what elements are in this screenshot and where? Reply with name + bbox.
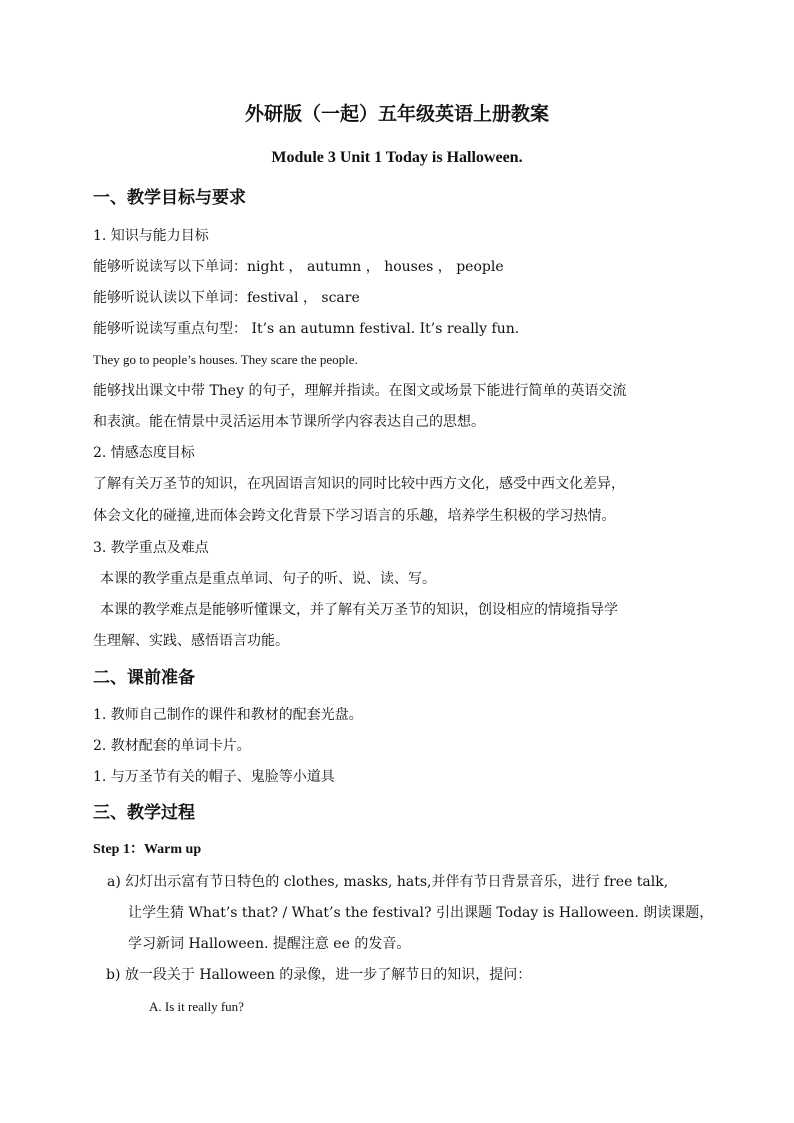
list-item: 1. 教师自己制作的课件和教材的配套光盘。 (93, 707, 363, 723)
step-heading: Step 1：Warm up (93, 842, 202, 857)
paragraph-line: a) 幻灯出示富有节日特色的 clothes, masks, hats,并伴有节日背景音乐，进行 free talk, (107, 874, 669, 890)
document-subtitle: Module 3 Unit 1 Today is Halloween. (271, 149, 523, 166)
paragraph-line: 能够听说读写重点句型： It’s an autumn festival. It’s really fun. (93, 321, 520, 337)
paragraph-line: They go to people’s houses. They scare the people. (93, 352, 358, 367)
section-heading-preparation: 二、课前准备 (93, 668, 195, 688)
section-heading-goals: 一、教学目标与要求 (93, 188, 246, 208)
list-item: 2. 教材配套的单词卡片。 (93, 738, 251, 754)
paragraph-line: 了解有关万圣节的知识，在巩固语言知识的同时比较中西方文化，感受中西文化差异， (93, 476, 625, 492)
section-heading-process: 三、教学过程 (93, 803, 195, 823)
paragraph-line: 和表演。能在情景中灵活运用本节课所学内容表达自己的思想。 (93, 414, 485, 430)
subheading-emotion: 2. 情感态度目标 (93, 445, 195, 461)
paragraph-line: 能够找出课文中带 They 的句子，理解并指读。在图文或场景下能进行简单的英语交流 (93, 383, 627, 399)
paragraph-line: 学习新词 Halloween. 提醒注意 ee 的发音。 (128, 936, 411, 952)
paragraph-line: 能够听说认读以下单词：festival ， scare (93, 290, 360, 306)
subheading-key-points: 3. 教学重点及难点 (93, 540, 209, 556)
sub-item: A. Is it really fun? (149, 999, 244, 1014)
document-title: 外研版（一起）五年级英语上册教案 (244, 103, 549, 125)
list-item: 1. 与万圣节有关的帽子、鬼脸等小道具 (93, 769, 335, 785)
paragraph-line: 让学生猜 What’s that? / What’s the festival? 引出课题 Today is Halloween. 朗读课题， (128, 905, 714, 921)
paragraph-line: 本课的教学重点是重点单词、句子的听、说、读、写。 (100, 571, 436, 587)
paragraph-line: 体会文化的碰撞,进而体会跨文化背景下学习语言的乐趣，培养学生积极的学习热情。 (93, 508, 616, 524)
paragraph-line: 本课的教学难点是能够听懂课文，并了解有关万圣节的知识，创设相应的情境指导学 (100, 602, 618, 618)
subheading-knowledge: 1. 知识与能力目标 (93, 228, 209, 244)
paragraph-line: b) 放一段关于 Halloween 的录像，进一步了解节日的知识，提问： (106, 967, 532, 983)
paragraph-line: 生理解、实践、感悟语言功能。 (93, 633, 289, 649)
paragraph-line: 能够听说读写以下单词：night ， autumn ， houses ， people (93, 259, 504, 275)
